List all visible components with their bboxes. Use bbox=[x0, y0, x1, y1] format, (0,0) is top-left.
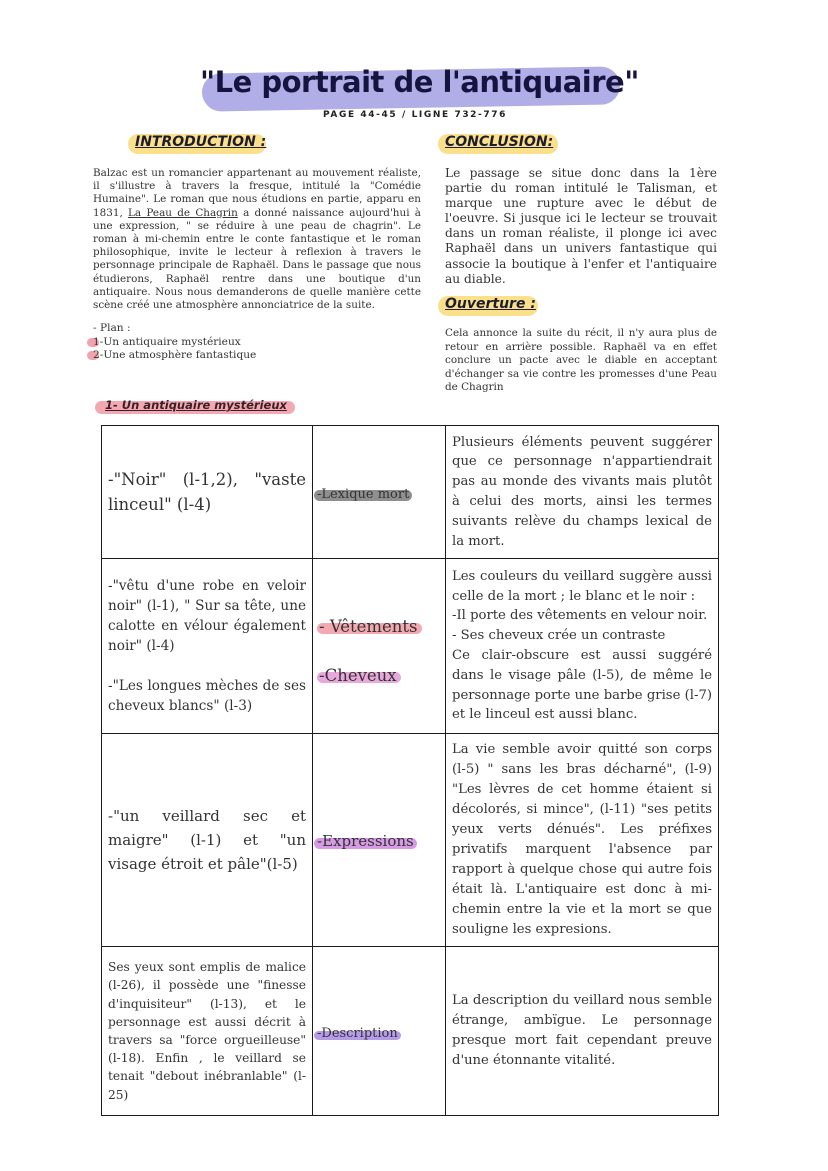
theme-tag-label: -Expressions bbox=[317, 831, 414, 850]
quote-text: -"un veillard sec et maigre" (l-1) et "un visage étroit et pâle"(l-5) bbox=[108, 807, 306, 873]
analysis-cell bbox=[446, 734, 719, 947]
table-row bbox=[102, 559, 719, 734]
analysis-cell bbox=[446, 426, 719, 559]
analysis-line: - Ses cheveux crée un contraste bbox=[452, 628, 666, 644]
analysis-table bbox=[101, 425, 719, 1116]
page-reference: PAGE 44-45 / LIGNE 732-776 bbox=[323, 110, 507, 120]
plan-item-text: Une atmosphère fantastique bbox=[103, 349, 257, 362]
analysis-text: La vie semble avoir quitté son corps (l-5) " sans les bras décharné", (l-9) "Les lèvres de cet homme étaient si décolorés, si mince", (l-11) "ses petits yeux verts dénués". Les préfixes privatifs marquent l'absence par rapport à quelque chose qui autre fois était là. L'antiquaire est donc à mi-chemin entre la vie et la mort se que souligne les expresions. bbox=[452, 742, 712, 937]
theme-tag bbox=[319, 617, 418, 636]
quote-cell bbox=[102, 947, 313, 1116]
table-row bbox=[102, 426, 719, 559]
theme-cell bbox=[313, 947, 446, 1116]
theme-cell bbox=[313, 559, 446, 734]
theme-tag bbox=[319, 666, 397, 685]
ouverture-text: Cela annonce la suite du récit, il n'y aura plus de retour en arrière possible. Raphaël va en effet conclure un pacte avec le diable en acceptant d'échanger sa vie contre les promesses d'une Peau de Chagrin bbox=[445, 327, 717, 394]
title-block bbox=[200, 62, 639, 114]
theme-tag-label: -Lexique mort bbox=[317, 486, 410, 502]
plan-item bbox=[93, 336, 433, 350]
introduction-heading: INTRODUCTION : bbox=[135, 134, 267, 150]
table-row bbox=[102, 734, 719, 947]
theme-tag-label: -Description bbox=[317, 1025, 398, 1041]
part1-heading: 1- Un antiquaire mystérieux bbox=[105, 398, 287, 412]
quote-text: -"Les longues mèches de ses cheveux blancs" (l-3) bbox=[108, 678, 306, 714]
ouverture-heading: Ouverture : bbox=[445, 296, 536, 312]
part1-heading-block bbox=[95, 398, 305, 418]
theme-tag-label: -Cheveux bbox=[319, 666, 397, 685]
analysis-text: Plusieurs éléments peuvent suggérer que ce personnage n'appartiendrait pas au monde des vivants mais plutôt à celui des morts, ainsi les termes suivants relève du champs lexical de la mort. bbox=[452, 434, 712, 549]
theme-tag bbox=[317, 832, 414, 850]
book-title: La Peau de Chagrin bbox=[128, 206, 238, 219]
plan-item-number: 2- bbox=[93, 349, 104, 362]
quote-cell bbox=[102, 426, 313, 559]
table-row bbox=[102, 947, 719, 1116]
page-title: "Le portrait de l'antiquaire" bbox=[200, 65, 639, 99]
quote-text: Ses yeux sont emplis de malice (l-26), il possède une "finesse d'inquisiteur" (l-13), et le personnage est aussi décrit à travers sa "force orgueilleuse" (l-18). Enfin , le veillard se tenait "debout inébranlable" (l-25) bbox=[108, 960, 306, 1102]
analysis-line: Les couleurs du veillard suggère aussi celle de la mort ; le blanc et le noir : bbox=[452, 568, 712, 604]
analysis-cell bbox=[446, 559, 719, 734]
introduction-text bbox=[93, 167, 421, 312]
plan-item-number: 1- bbox=[93, 335, 104, 348]
theme-cell bbox=[313, 734, 446, 947]
plan-label: - Plan : bbox=[93, 322, 131, 334]
analysis-line: -Il porte des vêtements en velour noir. bbox=[452, 608, 708, 624]
quote-text: -"Noir" (l-1,2), "vaste linceul" (l-4) bbox=[108, 470, 306, 514]
quote-cell bbox=[102, 734, 313, 947]
theme-tag bbox=[317, 1026, 398, 1041]
plan bbox=[93, 322, 433, 363]
plan-item bbox=[93, 349, 433, 363]
theme-tag bbox=[317, 487, 409, 502]
introduction-body: Balzac est un romancier appartenant au mouvement réaliste, il s'illustre à travers la fresque, intitulé la "Comédie Humaine". Le roman que nous étudions en partie, apparu en 1831, bbox=[93, 167, 421, 219]
analysis-cell bbox=[446, 947, 719, 1116]
analysis-line: Ce clair-obscure est aussi suggéré dans le visage pâle (l-5), de même le personnage porte une barbe grise (l-7) et le linceul est aussi blanc. bbox=[452, 648, 712, 723]
plan-item-text: Un antiquaire mystérieux bbox=[103, 335, 241, 348]
analysis-text: La description du veillard nous semble étrange, ambïgue. Le personnage presque mort fait cependant preuve d'une étonnante vitalité. bbox=[452, 993, 712, 1068]
quote-cell bbox=[102, 559, 313, 734]
theme-cell bbox=[313, 426, 446, 559]
introduction-body-continued: a donné naissance aujourd'hui à une expression, " se réduire à une peau de chagrin". Le roman à mi-chemin entre le conte fantastique et le roman philosophique, invite le lecteur à reflexion à travers le personnage principale de Raphaël. Dans le passage que nous étudierons, Raphaël rentre dans une boutique d'un antiquaire. Nous nous demanderons de quelle manière cette scène créé une atmosphère annonciatrice de la suite. bbox=[93, 206, 421, 312]
theme-tag-label: - Vêtements bbox=[319, 617, 418, 636]
quote-text: -"vêtu d'une robe en veloir noir" (l-1), " Sur sa tête, une calotte en vélour également noir" (l-4) bbox=[108, 578, 306, 654]
conclusion-heading: CONCLUSION: bbox=[445, 134, 554, 150]
conclusion-text: Le passage se situe donc dans la 1ère partie du roman intitulé le Talisman, et marque une rupture avec le début de l'oeuvre. Si jusque ici le lecteur se trouvait dans un roman réaliste, il plonge ici avec Raphaël dans un univers fantastique qui associe la boutique à l'enfer et l'antiquaire au diable. bbox=[445, 166, 717, 286]
